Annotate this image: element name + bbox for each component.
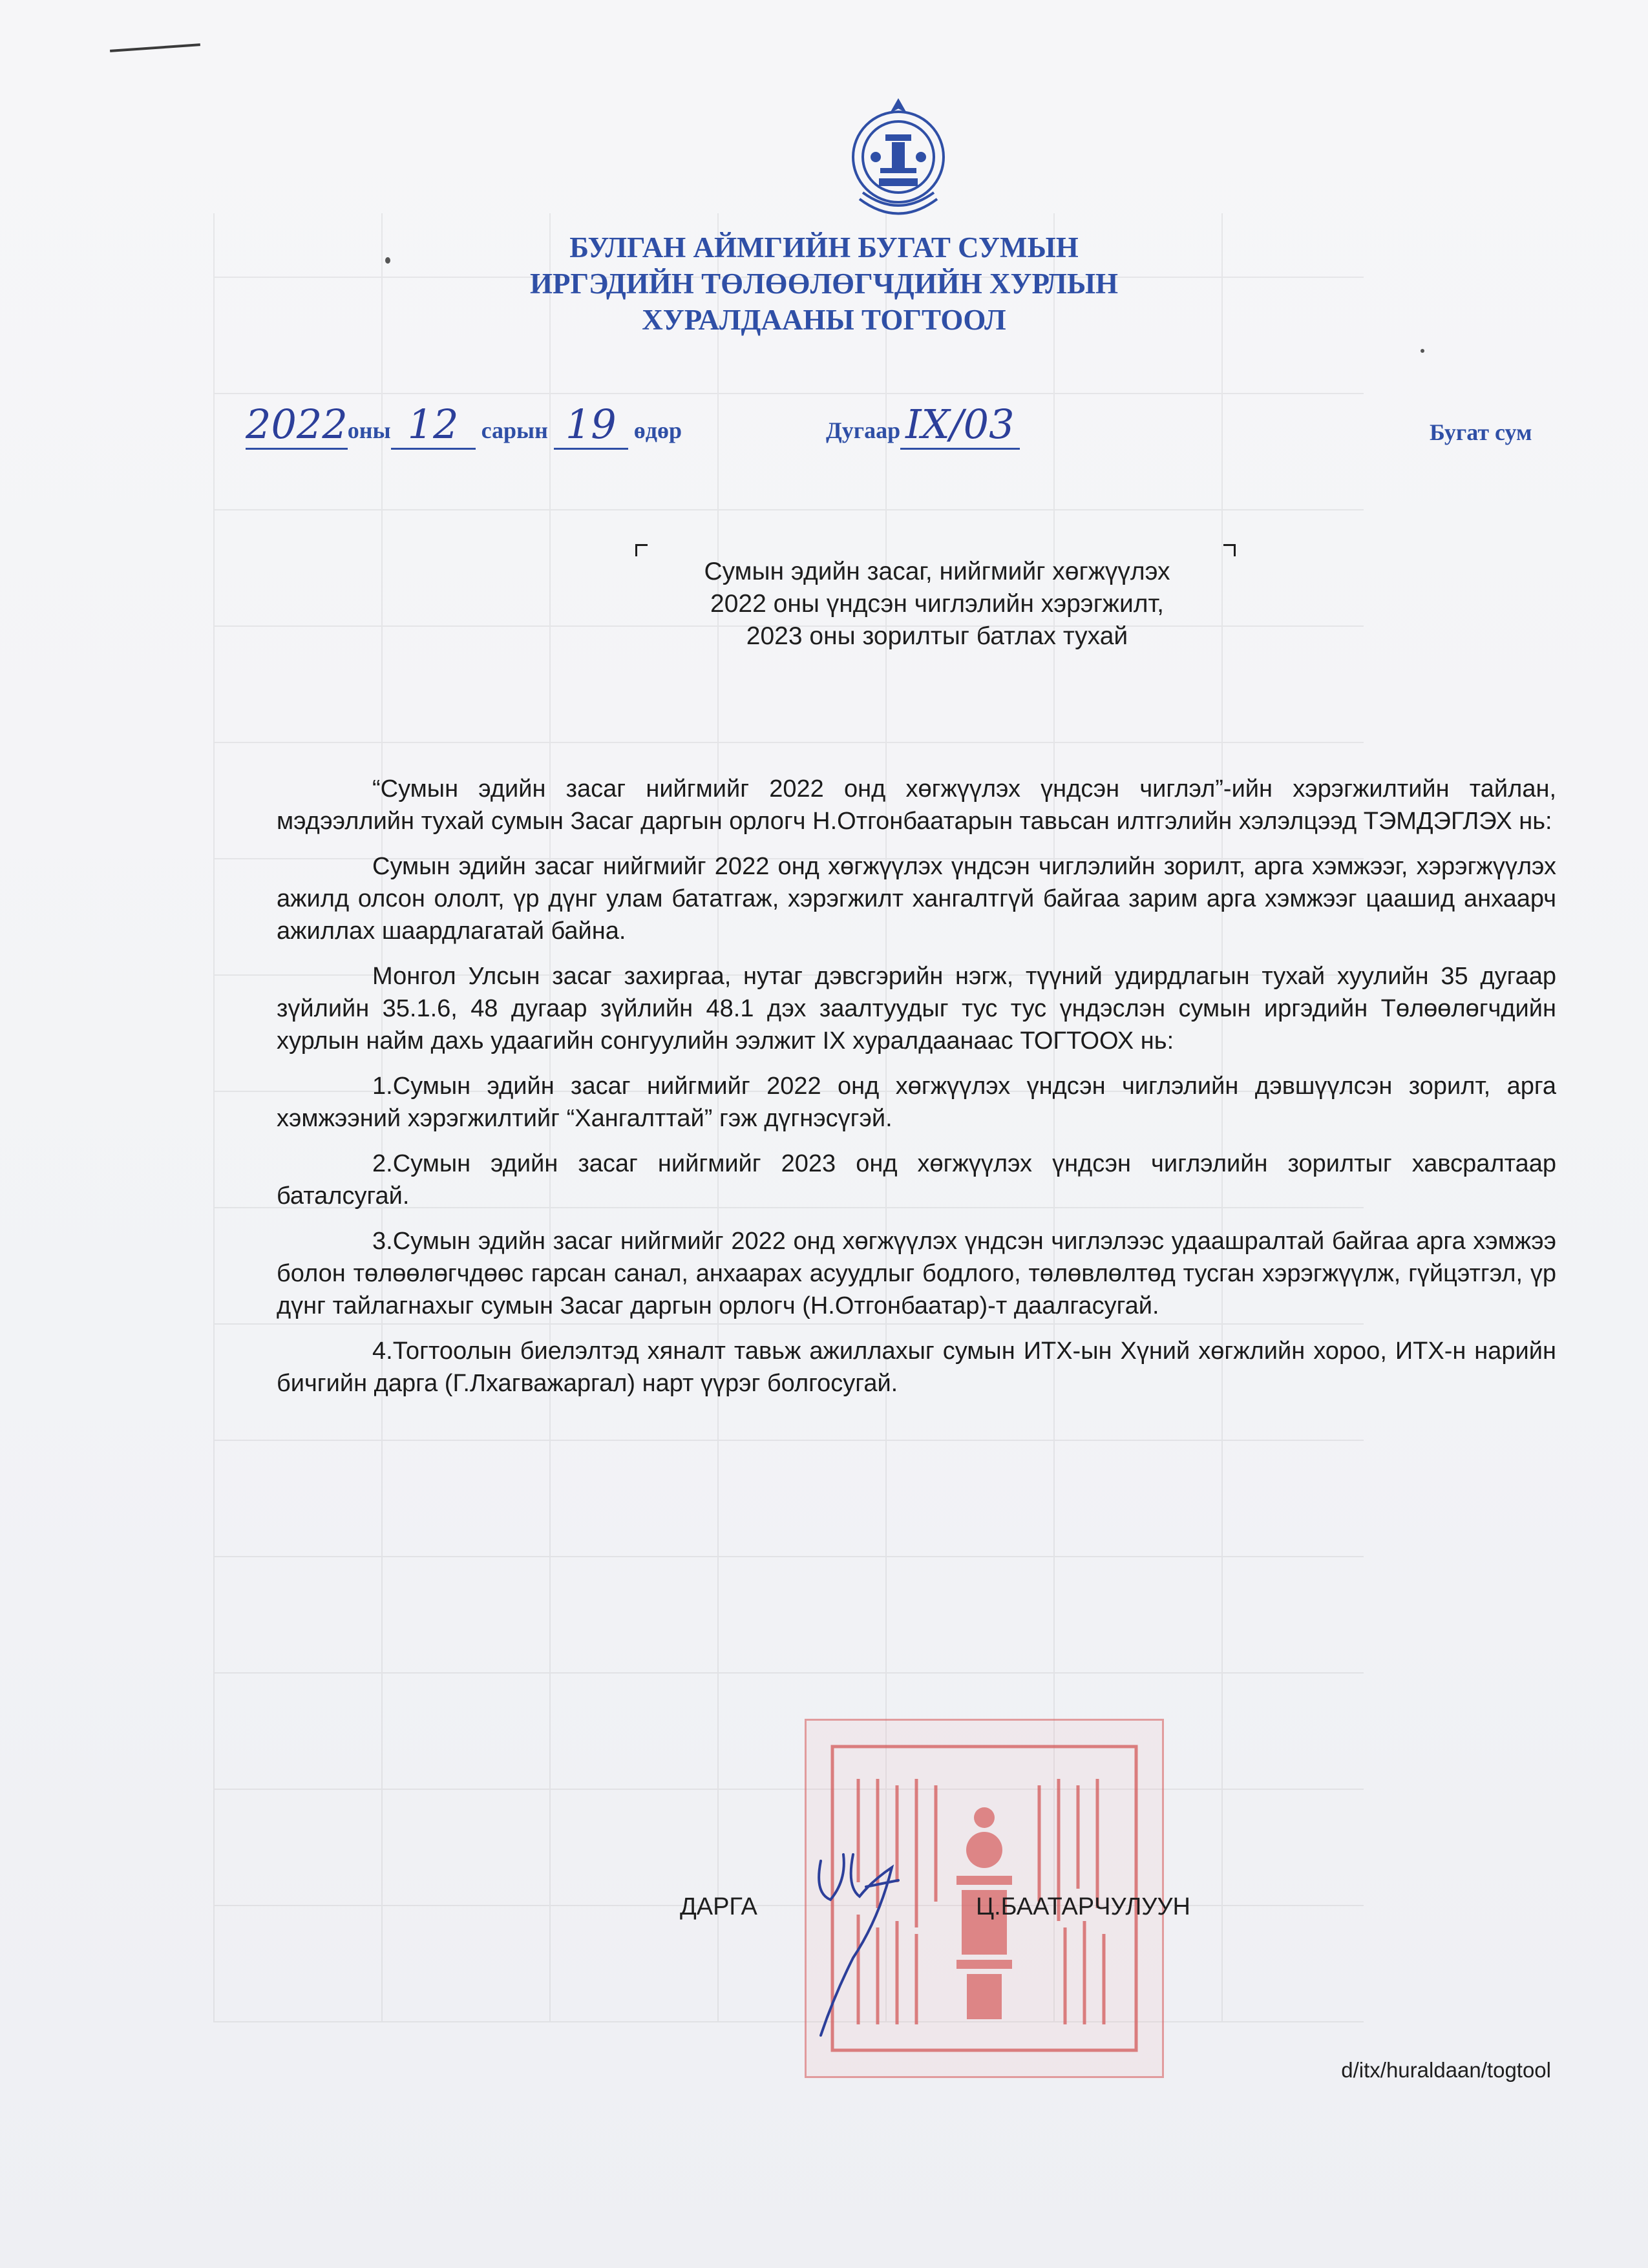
scan-speck bbox=[1421, 349, 1424, 353]
scan-mark bbox=[110, 43, 200, 52]
header-line-3: ХУРАЛДААНЫ ТОГТООЛ bbox=[642, 304, 1006, 336]
number-handwritten: IX/03 bbox=[905, 401, 1015, 448]
header-line-2: ИРГЭДИЙН ТӨЛӨӨЛӨГЧДИЙН ХУРЛЫН bbox=[529, 268, 1119, 300]
date-line bbox=[246, 401, 682, 450]
resolution-item-3: 3.Сумын эдийн засаг нийгмийг 2022 онд хөгжүүлэх үндсэн чиглэлээс удаашралтай байгаа арга хэмжээ болон төлөөлөгчдөөс гарсан санал, анхаарах асуудлыг бодлого, төлөвлөлтөд тусган хэрэгжүүлж, гүйцэтгэл, үр дүнг тайлагнахыг сумын Засаг даргын орлогч (Н.Отгонбаатар)-т даалгасугай. bbox=[277, 1228, 1556, 1319]
subject-line-3: 2023 оны зорилтыг батлах тухай bbox=[746, 622, 1128, 650]
body-paragraph: “Сумын эдийн засаг нийгмийг 2022 онд хөгжүүлэх үндсэн чиглэл”-ийн хэрэгжилтийн тайлан, мэдээллийн тухай сумын Засаг даргын орлогч Н.Отгонбаатарын тавьсан илтгэлийн хэлэлцээд ТЭМДЭГЛЭХ нь: bbox=[277, 775, 1556, 835]
chairman-name: Ц.БААТАРЧУЛУУН bbox=[976, 1893, 1190, 1920]
resolution-item-1: 1.Сумын эдийн засаг нийгмийг 2022 онд хөгжүүлэх үндсэн чиглэлийн дэвшүүлсэн зорилт, арга хэмжээний хэрэгжилтийг “Хангалттай” гэж дүгнэсүгэй. bbox=[277, 1073, 1556, 1132]
place: Бугат сум bbox=[1430, 419, 1532, 445]
year-handwritten: 2022 bbox=[246, 401, 348, 448]
day-suffix: өдөр bbox=[633, 417, 682, 443]
subject-line-1: Сумын эдийн засаг, нийгмийг хөгжүүлэх bbox=[704, 558, 1170, 585]
number-label: Дугаар bbox=[826, 417, 901, 443]
subject-bracket-left bbox=[635, 544, 648, 556]
number-line bbox=[826, 401, 1020, 450]
resolution-item-2: 2.Сумын эдийн засаг нийгмийг 2023 онд хөгжүүлэх үндсэн чиглэлийн зорилтыг хавсралтаар баталсугай. bbox=[277, 1150, 1556, 1210]
subject-block bbox=[646, 556, 1228, 653]
year-suffix: оны bbox=[347, 417, 391, 443]
chairman-title: ДАРГА bbox=[680, 1893, 757, 1920]
resolution-item-4: 4.Тогтоолын биелэлтэд хяналт тавьж ажиллахыг сумын ИТХ-ын Хүний хөгжлийн хороо, ИТХ-н нарийн бичгийн дарга (Г.Лхагважаргал) нарт үүрэг болгосугай. bbox=[277, 1338, 1556, 1397]
month-handwritten: 12 bbox=[407, 401, 459, 448]
document-header bbox=[0, 229, 1648, 338]
subject-line-2: 2022 оны үндсэн чиглэлийн хэрэгжилт, bbox=[710, 590, 1164, 618]
day-handwritten: 19 bbox=[565, 401, 617, 448]
subject-bracket-right bbox=[1223, 544, 1236, 556]
header-line-1: БУЛГАН АЙМГИЙН БУГАТ СУМЫН bbox=[569, 231, 1079, 264]
resolution-body bbox=[277, 773, 1556, 1412]
handwritten-signature bbox=[801, 1842, 905, 2042]
body-paragraph: Сумын эдийн засаг нийгмийг 2022 онд хөгжүүлэх үндсэн чиглэлийн зорилт, арга хэмжээг, хэрэгжүүлэх ажилд олсон ололт, үр дүнг улам бататгаж, хэрэгжилт хангалтгүй байгаа зарим арга хэмжээг цаашид анхаарч ажиллах шаардлагатай байна. bbox=[277, 853, 1556, 945]
body-paragraph: Монгол Улсын засаг захиргаа, нутаг дэвсгэрийн нэгж, түүний удирдлагын тухай хуулийн 35 дугаар зүйлийн 35.1.6, 48 дугаар зүйлийн 48.1 дэх заалтуудыг тус тус үндэслэн сумын иргэдийн Төлөөлөгчдийн хурлын найм дахь удаагийн сонгуулийн ээлжит IX хуралдаанаас ТОГТООХ нь: bbox=[277, 963, 1556, 1055]
state-emblem-icon bbox=[840, 96, 956, 225]
month-suffix: сарын bbox=[481, 417, 548, 443]
document-code: d/itx/huraldaan/togtool bbox=[1341, 2058, 1551, 2082]
